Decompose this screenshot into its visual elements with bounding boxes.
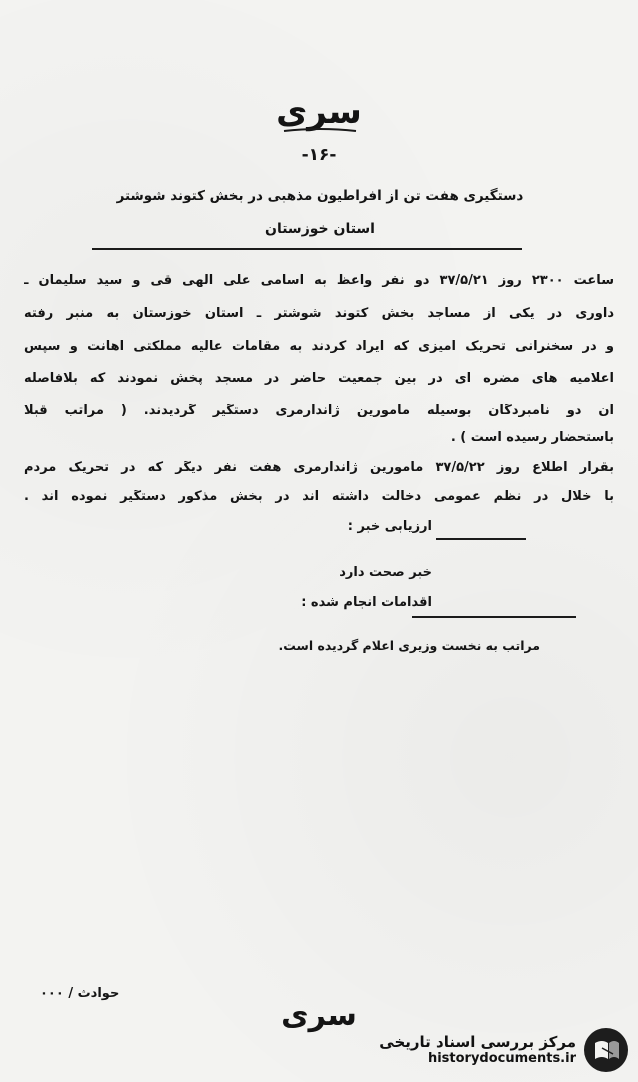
archive-document-icon — [582, 1026, 630, 1074]
evaluation-label: ارزیابی خبر : — [347, 519, 432, 534]
body-line: و در سخنرانی تحریک آمیزی که ایراد کردند به مقامات عالیه مملکتی اهانت و سپس — [24, 340, 614, 353]
classification-underline — [282, 126, 358, 134]
evaluation-underline — [436, 538, 526, 540]
watermark-title: مرکز بررسی اسناد تاریخی — [379, 1033, 576, 1052]
actions-underline — [412, 616, 576, 618]
body-line: آن دو نامبردگان بوسیله مامورین ژاندارمری دستگیر گردیدند. ( مراتب قبلا — [24, 404, 614, 417]
body-line: اعلامیه های مضره ای در بین جمعیت حاضر در مسجد پخش نمودند که بلافاصله — [24, 372, 614, 385]
watermark — [379, 1026, 630, 1074]
body-line: با خلال در نظم عمومی دخالت داشته اند در بخش مذکور دستگیر نموده اند . — [24, 490, 614, 503]
body-line: بقرار اطلاع روز ۳۷/۵/۲۲ مامورین ژاندارمری هفت نفر دیگر که در تحریک مردم — [24, 461, 614, 474]
watermark-site: historydocuments.ir — [427, 1051, 576, 1067]
footer-reference: حوادث / ۰۰۰ — [40, 986, 120, 1001]
actions-label: اقدامات انجام شده : — [301, 595, 432, 610]
closing-note: مراتب به نخست وزیری اعلام گردیده است. — [278, 638, 540, 653]
document-title-line-1: دستگیری هفت تن از افراطیون مذهبی در بخش کتوند شوشتر — [116, 188, 524, 204]
body-line: ساعت ۲۳۰۰ روز ۳۷/۵/۲۱ دو نفر واعظ به اسامی علی الهی قی و سید سلیمان ـ — [24, 274, 614, 287]
body-line: باستحضار رسیده است ) . — [450, 431, 614, 444]
page-number: -۱۶- — [301, 145, 337, 165]
body-line: داوری در یکی از مساجد بخش کتوند شوشتر ـ استان خوزستان به منبر رفته — [24, 307, 614, 320]
title-divider — [92, 248, 522, 250]
classification-top: سری — [276, 92, 362, 132]
classification-bottom: سری — [281, 998, 357, 1033]
source-assessment: خبر صحت دارد — [339, 565, 432, 580]
document-title-line-2: استان خوزستان — [265, 221, 375, 237]
